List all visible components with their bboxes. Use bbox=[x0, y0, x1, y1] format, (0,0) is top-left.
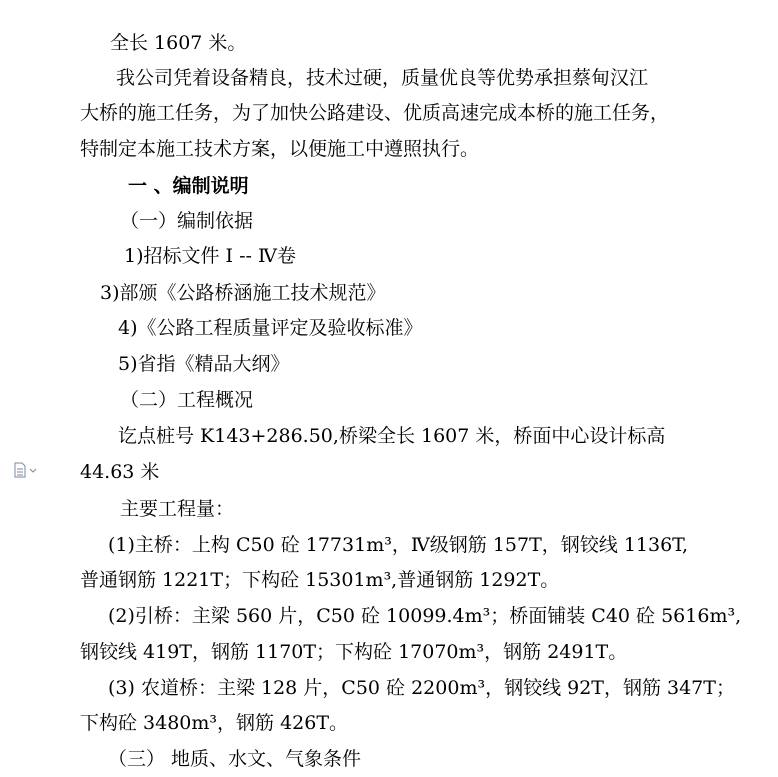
section-heading-1: 一 、编制说明 bbox=[128, 175, 249, 197]
text-line-farm-bridge-2: 下构砼 3480m³，钢筋 426T。 bbox=[80, 712, 349, 734]
text-line-project: 讫点桩号 K143+286.50,桥梁全长 1607 米，桥面中心设计标高 bbox=[118, 425, 666, 447]
subheading-3: （三） 地质、水文、气象条件 bbox=[108, 748, 362, 770]
text-line-1: 全长 1607 米。 bbox=[110, 32, 247, 54]
text-line-farm-bridge-1: (3) 农道桥：主梁 128 片，C50 砼 2200m³，钢铰线 92T，钢筋 347T； bbox=[108, 677, 735, 699]
text-line-3: 大桥的施工任务，为了加快公路建设、优质高速完成本桥的施工任务， bbox=[80, 102, 670, 124]
list-item-4: 4)《公路工程质量评定及验收标准》 bbox=[118, 317, 423, 339]
text-line-approach-1: (2)引桥：主梁 560 片，C50 砼 10099.4m³；桥面铺装 C40 砼 5616m³, bbox=[108, 605, 742, 627]
text-line-main-bridge-2: 普通钢筋 1221T；下构砼 15301m³,普通钢筋 1292T。 bbox=[80, 569, 560, 591]
list-item-1: 1)招标文件 I -- Ⅳ卷 bbox=[124, 245, 296, 267]
text-line-quantities: 主要工程量： bbox=[120, 498, 235, 520]
subheading-1: （一）编制依据 bbox=[120, 210, 254, 232]
text-line-elevation: 44.63 米 bbox=[80, 461, 160, 483]
subheading-2: （二）工程概况 bbox=[120, 389, 254, 411]
text-line-4: 特制定本施工技术方案，以便施工中遵照执行。 bbox=[80, 138, 480, 160]
paragraph-marker-icon[interactable] bbox=[14, 462, 40, 478]
list-item-5: 5)省指《精品大纲》 bbox=[118, 353, 290, 375]
text-line-approach-2: 钢铰线 419T，钢筋 1170T；下构砼 17070m³，钢筋 2491T。 bbox=[80, 641, 628, 663]
text-line-main-bridge-1: (1)主桥：上构 C50 砼 17731m³，Ⅳ级钢筋 157T，钢铰线 1136T, bbox=[108, 534, 689, 556]
text-line-2: 我公司凭着设备精良，技术过硬，质量优良等优势承担蔡甸汉江 bbox=[116, 67, 649, 89]
list-item-3: 3)部颁《公路桥涵施工技术规范》 bbox=[100, 282, 386, 304]
